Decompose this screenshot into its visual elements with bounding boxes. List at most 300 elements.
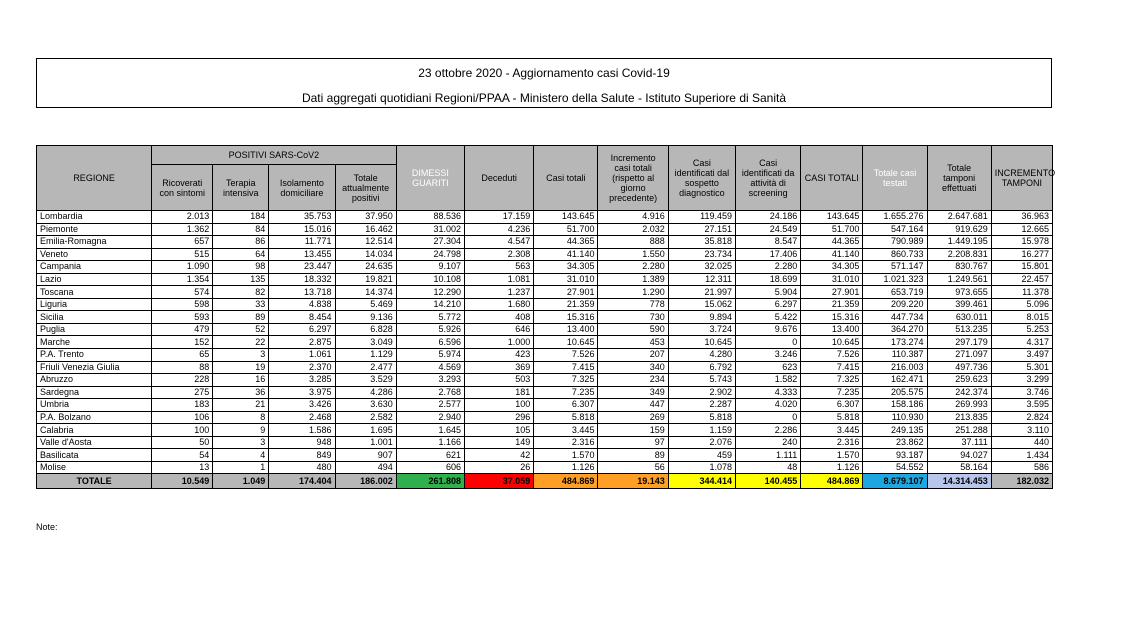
header-screening: Casi identificati da attività di screening	[736, 146, 801, 211]
table-cell: 2.477	[335, 361, 396, 374]
table-cell: 64	[213, 248, 269, 261]
table-cell: 27.304	[396, 236, 464, 249]
table-cell: 653.719	[863, 286, 927, 299]
region-name: Puglia	[37, 323, 152, 336]
table-cell: 36.963	[991, 211, 1052, 224]
table-cell: 2.013	[152, 211, 213, 224]
table-cell: 5.469	[335, 298, 396, 311]
table-cell: 1.061	[269, 349, 335, 362]
table-cell: 48	[736, 461, 801, 474]
table-cell: 2.582	[335, 411, 396, 424]
table-row	[37, 424, 1053, 437]
table-cell: 623	[736, 361, 801, 374]
table-cell: 15.801	[991, 261, 1052, 274]
table-cell: 2.316	[801, 436, 863, 449]
table-cell: 16.462	[335, 223, 396, 236]
table-cell: 1.129	[335, 349, 396, 362]
table-cell: 919.629	[927, 223, 991, 236]
table-cell: 242.374	[927, 386, 991, 399]
table-cell: 269	[598, 411, 668, 424]
region-name: Veneto	[37, 248, 152, 261]
table-cell: 888	[598, 236, 668, 249]
table-cell: 41.140	[534, 248, 598, 261]
table-cell: 2.940	[396, 411, 464, 424]
table-cell: 13	[152, 461, 213, 474]
table-cell: 1.449.195	[927, 236, 991, 249]
table-cell: 1	[213, 461, 269, 474]
table-row	[37, 349, 1053, 362]
table-cell: 730	[598, 311, 668, 324]
table-cell: 21	[213, 399, 269, 412]
table-row	[37, 286, 1053, 299]
table-cell: 364.270	[863, 323, 927, 336]
totals-cell: 186.002	[335, 474, 396, 489]
table-cell: 13.718	[269, 286, 335, 299]
table-cell: 349	[598, 386, 668, 399]
table-cell: 14.374	[335, 286, 396, 299]
table-cell: 249.135	[863, 424, 927, 437]
region-name: Sardegna	[37, 386, 152, 399]
table-cell: 24.186	[736, 211, 801, 224]
table-cell: 31.002	[396, 223, 464, 236]
table-cell: 100	[152, 424, 213, 437]
table-cell: 4	[213, 449, 269, 462]
table-cell: 16	[213, 374, 269, 387]
table-cell: 259.623	[927, 374, 991, 387]
table-row	[37, 211, 1053, 224]
table-row	[37, 273, 1053, 286]
table-cell: 9.676	[736, 323, 801, 336]
table-cell: 88	[152, 361, 213, 374]
region-name: Liguria	[37, 298, 152, 311]
table-cell: 240	[736, 436, 801, 449]
table-cell: 574	[152, 286, 213, 299]
table-cell: 44.365	[801, 236, 863, 249]
table-cell: 340	[598, 361, 668, 374]
table-cell: 1.570	[534, 449, 598, 462]
table-cell: 1.695	[335, 424, 396, 437]
header-incremento-casi: Incremento casi totali (rispetto al giorno precedente)	[598, 146, 668, 211]
table-cell: 830.767	[927, 261, 991, 274]
table-cell: 19	[213, 361, 269, 374]
table-cell: 790.989	[863, 236, 927, 249]
table-cell: 1.290	[598, 286, 668, 299]
region-name: Molise	[37, 461, 152, 474]
table-cell: 1.126	[801, 461, 863, 474]
table-cell: 54	[152, 449, 213, 462]
table-cell: 5.743	[668, 374, 735, 387]
table-cell: 15.316	[534, 311, 598, 324]
table-cell: 12.665	[991, 223, 1052, 236]
table-cell: 5.974	[396, 349, 464, 362]
table-cell: 9.894	[668, 311, 735, 324]
table-cell: 16.277	[991, 248, 1052, 261]
table-cell: 5.301	[991, 361, 1052, 374]
table-cell: 9.107	[396, 261, 464, 274]
table-cell: 4.236	[464, 223, 533, 236]
table-cell: 590	[598, 323, 668, 336]
table-cell: 5.772	[396, 311, 464, 324]
table-cell: 5.926	[396, 323, 464, 336]
totals-cell: 8.679.107	[863, 474, 927, 489]
table-cell: 408	[464, 311, 533, 324]
table-cell: 1.111	[736, 449, 801, 462]
table-cell: 630.011	[927, 311, 991, 324]
note-label: Note:	[36, 522, 58, 532]
table-cell: 646	[464, 323, 533, 336]
table-cell: 423	[464, 349, 533, 362]
table-cell: 503	[464, 374, 533, 387]
table-cell: 21.997	[668, 286, 735, 299]
table-cell: 453	[598, 336, 668, 349]
table-cell: 4.916	[598, 211, 668, 224]
table-cell: 4.020	[736, 399, 801, 412]
table-cell: 3.293	[396, 374, 464, 387]
table-cell: 11.378	[991, 286, 1052, 299]
table-cell: 183	[152, 399, 213, 412]
totals-cell: 19.143	[598, 474, 668, 489]
region-name: Valle d'Aosta	[37, 436, 152, 449]
table-cell: 23.447	[269, 261, 335, 274]
table-cell: 6.596	[396, 336, 464, 349]
table-cell: 3.285	[269, 374, 335, 387]
table-cell: 3.445	[801, 424, 863, 437]
table-cell: 494	[335, 461, 396, 474]
table-cell: 207	[598, 349, 668, 362]
table-row	[37, 223, 1053, 236]
table-cell: 18.699	[736, 273, 801, 286]
table-cell: 3.595	[991, 399, 1052, 412]
table-row	[37, 449, 1053, 462]
table-cell: 369	[464, 361, 533, 374]
table-cell: 4.838	[269, 298, 335, 311]
totals-cell: 14.314.453	[927, 474, 991, 489]
table-cell: 3.497	[991, 349, 1052, 362]
table-cell: 54.552	[863, 461, 927, 474]
table-cell: 34.305	[801, 261, 863, 274]
table-cell: 4.569	[396, 361, 464, 374]
table-row	[37, 361, 1053, 374]
table-cell: 6.307	[801, 399, 863, 412]
table-cell: 10.645	[801, 336, 863, 349]
table-cell: 12.514	[335, 236, 396, 249]
table-cell: 10.645	[534, 336, 598, 349]
header-dimessi: DIMESSI GUARITI	[396, 146, 464, 211]
region-name: Campania	[37, 261, 152, 274]
table-cell: 1.645	[396, 424, 464, 437]
table-cell: 2.280	[736, 261, 801, 274]
table-cell: 7.325	[534, 374, 598, 387]
table-cell: 13.400	[801, 323, 863, 336]
table-cell: 4.317	[991, 336, 1052, 349]
table-cell: 2.308	[464, 248, 533, 261]
report-subtitle: Dati aggregati quotidiani Regioni/PPAA - Ministero della Salute - Istituto Superiore di Sanità	[301, 91, 787, 105]
table-row	[37, 298, 1053, 311]
region-name: Sicilia	[37, 311, 152, 324]
table-cell: 5.818	[534, 411, 598, 424]
table-cell: 9.136	[335, 311, 396, 324]
table-cell: 135	[213, 273, 269, 286]
table-cell: 399.461	[927, 298, 991, 311]
table-cell: 586	[991, 461, 1052, 474]
region-name: Friuli Venezia Giulia	[37, 361, 152, 374]
table-cell: 497.736	[927, 361, 991, 374]
table-row	[37, 236, 1053, 249]
table-cell: 14.210	[396, 298, 464, 311]
table-cell: 27.901	[534, 286, 598, 299]
region-name: Abruzzo	[37, 374, 152, 387]
table-cell: 19.821	[335, 273, 396, 286]
header-positivi-group: POSITIVI SARS-CoV2	[152, 146, 397, 165]
region-name: Piemonte	[37, 223, 152, 236]
table-cell: 213.835	[927, 411, 991, 424]
header-casi-totali: Casi totali	[534, 146, 598, 211]
table-cell: 10.645	[668, 336, 735, 349]
table-cell: 6.307	[534, 399, 598, 412]
table-cell: 89	[213, 311, 269, 324]
table-cell: 14.034	[335, 248, 396, 261]
table-row	[37, 336, 1053, 349]
table-cell: 657	[152, 236, 213, 249]
table-cell: 7.415	[801, 361, 863, 374]
table-cell: 119.459	[668, 211, 735, 224]
table-cell: 105	[464, 424, 533, 437]
table-cell: 35.753	[269, 211, 335, 224]
table-cell: 8.015	[991, 311, 1052, 324]
table-cell: 23.862	[863, 436, 927, 449]
table-cell: 2.370	[269, 361, 335, 374]
table-cell: 5.096	[991, 298, 1052, 311]
table-cell: 3.975	[269, 386, 335, 399]
header-incremento-tamponi: INCREMENTO TAMPONI	[991, 146, 1052, 211]
table-cell: 24.635	[335, 261, 396, 274]
table-cell: 42	[464, 449, 533, 462]
header-casi-testati: Totale casi testati	[863, 146, 927, 211]
table-cell: 7.235	[801, 386, 863, 399]
totals-cell: 344.414	[668, 474, 735, 489]
table-cell: 2.577	[396, 399, 464, 412]
table-cell: 479	[152, 323, 213, 336]
table-cell: 2.280	[598, 261, 668, 274]
table-cell: 2.208.831	[927, 248, 991, 261]
table-cell: 7.235	[534, 386, 598, 399]
table-cell: 89	[598, 449, 668, 462]
table-cell: 2.316	[534, 436, 598, 449]
table-cell: 93.187	[863, 449, 927, 462]
table-cell: 849	[269, 449, 335, 462]
table-cell: 5.818	[801, 411, 863, 424]
region-name: Emilia-Romagna	[37, 236, 152, 249]
table-cell: 181	[464, 386, 533, 399]
table-cell: 1.362	[152, 223, 213, 236]
totals-cell: 10.549	[152, 474, 213, 489]
table-cell: 440	[991, 436, 1052, 449]
totals-cell: 140.455	[736, 474, 801, 489]
table-cell: 2.824	[991, 411, 1052, 424]
table-cell: 3.246	[736, 349, 801, 362]
header-tamponi: Totale tamponi effettuati	[927, 146, 991, 211]
table-cell: 1.166	[396, 436, 464, 449]
table-cell: 563	[464, 261, 533, 274]
table-cell: 6.297	[269, 323, 335, 336]
table-cell: 33	[213, 298, 269, 311]
table-cell: 26	[464, 461, 533, 474]
table-cell: 860.733	[863, 248, 927, 261]
table-cell: 37.950	[335, 211, 396, 224]
table-cell: 44.365	[534, 236, 598, 249]
table-cell: 10.108	[396, 273, 464, 286]
table-cell: 2.286	[736, 424, 801, 437]
table-cell: 7.415	[534, 361, 598, 374]
table-cell: 6.792	[668, 361, 735, 374]
table-cell: 598	[152, 298, 213, 311]
table-cell: 82	[213, 286, 269, 299]
table-cell: 3.529	[335, 374, 396, 387]
table-cell: 606	[396, 461, 464, 474]
table-cell: 593	[152, 311, 213, 324]
totals-label: TOTALE	[37, 474, 152, 489]
table-cell: 7.526	[801, 349, 863, 362]
table-cell: 149	[464, 436, 533, 449]
table-cell: 2.032	[598, 223, 668, 236]
totals-cell: 1.049	[213, 474, 269, 489]
table-cell: 1.237	[464, 286, 533, 299]
region-name: Lombardia	[37, 211, 152, 224]
region-name: Umbria	[37, 399, 152, 412]
table-cell: 948	[269, 436, 335, 449]
table-cell: 11.771	[269, 236, 335, 249]
table-cell: 65	[152, 349, 213, 362]
table-cell: 228	[152, 374, 213, 387]
table-cell: 973.655	[927, 286, 991, 299]
header-regione: REGIONE	[37, 146, 152, 211]
header-casi-totali-caps: CASI TOTALI	[801, 146, 863, 211]
table-cell: 3.630	[335, 399, 396, 412]
table-cell: 0	[736, 336, 801, 349]
table-cell: 22.457	[991, 273, 1052, 286]
table-cell: 159	[598, 424, 668, 437]
table-cell: 3.445	[534, 424, 598, 437]
table-cell: 571.147	[863, 261, 927, 274]
region-name: Calabria	[37, 424, 152, 437]
table-cell: 7.526	[534, 349, 598, 362]
table-cell: 4.333	[736, 386, 801, 399]
table-cell: 1.434	[991, 449, 1052, 462]
table-body	[37, 211, 1053, 489]
table-cell: 21.359	[801, 298, 863, 311]
table-cell: 275	[152, 386, 213, 399]
table-cell: 4.286	[335, 386, 396, 399]
table-cell: 22	[213, 336, 269, 349]
table-cell: 158.186	[863, 399, 927, 412]
region-name: P.A. Bolzano	[37, 411, 152, 424]
table-cell: 447	[598, 399, 668, 412]
table-cell: 4.280	[668, 349, 735, 362]
table-cell: 24.798	[396, 248, 464, 261]
table-cell: 0	[736, 411, 801, 424]
table-row	[37, 374, 1053, 387]
totals-cell: 174.404	[269, 474, 335, 489]
table-cell: 2.287	[668, 399, 735, 412]
table-cell: 6.297	[736, 298, 801, 311]
totals-cell: 484.869	[801, 474, 863, 489]
table-cell: 31.010	[801, 273, 863, 286]
table-cell: 2.875	[269, 336, 335, 349]
table-cell: 3	[213, 349, 269, 362]
header-terapia: Terapia intensiva	[213, 165, 269, 211]
table-cell: 24.549	[736, 223, 801, 236]
table-cell: 297.179	[927, 336, 991, 349]
table-cell: 459	[668, 449, 735, 462]
table-cell: 23.734	[668, 248, 735, 261]
header-deceduti: Deceduti	[464, 146, 533, 211]
table-cell: 32.025	[668, 261, 735, 274]
table-cell: 251.288	[927, 424, 991, 437]
table-cell: 15.062	[668, 298, 735, 311]
table-cell: 3.426	[269, 399, 335, 412]
table-cell: 94.027	[927, 449, 991, 462]
table-cell: 9	[213, 424, 269, 437]
table-cell: 1.586	[269, 424, 335, 437]
table-cell: 41.140	[801, 248, 863, 261]
table-cell: 162.471	[863, 374, 927, 387]
table-cell: 86	[213, 236, 269, 249]
table-cell: 269.993	[927, 399, 991, 412]
table-cell: 173.274	[863, 336, 927, 349]
table-cell: 1.159	[668, 424, 735, 437]
table-cell: 98	[213, 261, 269, 274]
table-cell: 13.400	[534, 323, 598, 336]
table-cell: 3.110	[991, 424, 1052, 437]
table-cell: 513.235	[927, 323, 991, 336]
table-cell: 12.311	[668, 273, 735, 286]
table-cell: 184	[213, 211, 269, 224]
table-cell: 205.575	[863, 386, 927, 399]
table-cell: 1.000	[464, 336, 533, 349]
table-cell: 15.316	[801, 311, 863, 324]
totals-cell: 182.032	[991, 474, 1052, 489]
table-cell: 3	[213, 436, 269, 449]
table-cell: 271.097	[927, 349, 991, 362]
report-title: 23 ottobre 2020 - Aggiornamento casi Covid-19	[418, 66, 670, 80]
table-row	[37, 436, 1053, 449]
table-cell: 51.700	[534, 223, 598, 236]
totals-row	[37, 474, 1053, 489]
table-row	[37, 411, 1053, 424]
table-cell: 37.111	[927, 436, 991, 449]
region-name: P.A. Trento	[37, 349, 152, 362]
table-cell: 8	[213, 411, 269, 424]
region-name: Lazio	[37, 273, 152, 286]
table-cell: 36	[213, 386, 269, 399]
table-cell: 56	[598, 461, 668, 474]
table-cell: 88.536	[396, 211, 464, 224]
table-row	[37, 386, 1053, 399]
table-cell: 5.904	[736, 286, 801, 299]
table-cell: 97	[598, 436, 668, 449]
table-cell: 1.001	[335, 436, 396, 449]
table-cell: 1.389	[598, 273, 668, 286]
table-cell: 51.700	[801, 223, 863, 236]
table-row	[37, 311, 1053, 324]
table-cell: 110.930	[863, 411, 927, 424]
table-cell: 110.387	[863, 349, 927, 362]
table-cell: 34.305	[534, 261, 598, 274]
table-cell: 2.647.681	[927, 211, 991, 224]
table-cell: 5.422	[736, 311, 801, 324]
table-cell: 143.645	[801, 211, 863, 224]
table-cell: 1.249.561	[927, 273, 991, 286]
